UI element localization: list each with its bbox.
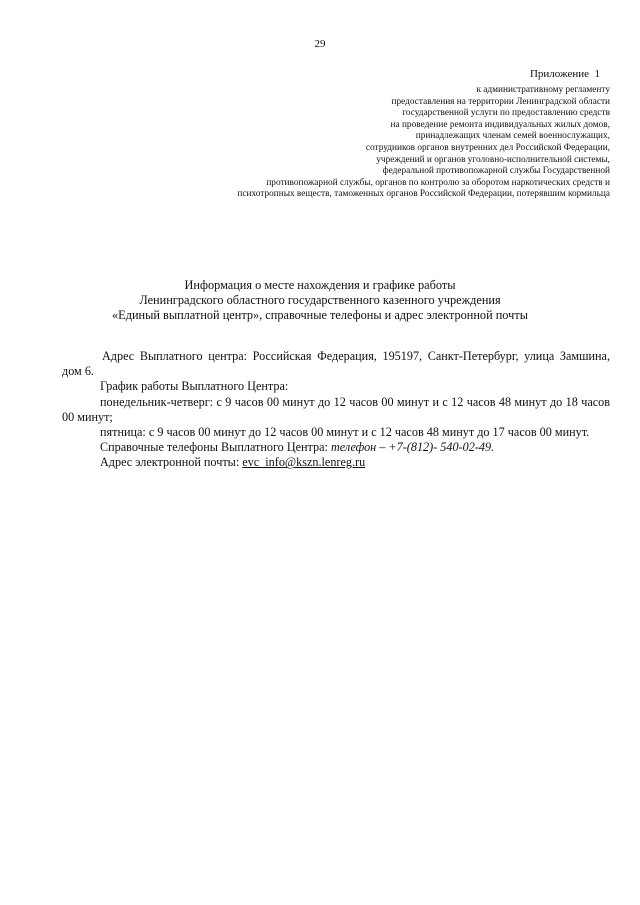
appendix-subtitle-line: принадлежащих членам семей военнослужащих,	[415, 131, 610, 142]
appendix-subtitle-line: учреждений и органов уголовно-исполнительной системы,	[376, 154, 610, 165]
schedule-fri: пятница: с 9 часов 00 минут до 12 часов 00 минут и с 12 часов 48 минут до 17 часов 00 минут.	[100, 425, 590, 440]
heading-line: Информация о месте нахождения и графике работы	[184, 278, 456, 292]
appendix-subtitle-line: предоставления на территории Ленинградской области	[391, 96, 610, 107]
email-label: Адрес электронной почты:	[100, 455, 243, 470]
appendix-title: Приложение 1	[529, 68, 600, 80]
appendix-subtitle-line: федеральной противопожарной службы Государственной	[382, 166, 610, 177]
appendix-subtitle-line: государственной услуги по предоставлению средств	[402, 108, 610, 119]
appendix-subtitle	[90, 85, 610, 201]
appendix-subtitle-line: к административному регламенту	[476, 85, 610, 95]
phones-label: Справочные телефоны Выплатного Центра:	[100, 440, 331, 455]
document-body	[62, 349, 610, 471]
schedule-title: График работы Выплатного Центра:	[100, 379, 289, 394]
appendix-subtitle-line: сотрудников органов внутренних дел Российской Федерации,	[365, 142, 610, 153]
page-number: 29	[314, 38, 326, 50]
heading-line: «Единый выплатной центр», справочные телефоны и адрес электронной почты	[112, 308, 528, 322]
phones-paragraph	[62, 440, 610, 455]
document-heading	[0, 278, 640, 323]
appendix-subtitle-line: на проведение ремонта индивидуальных жилых домов,	[390, 119, 610, 130]
address-paragraph: Адрес Выплатного центра: Российская Федерация, 195197, Санкт-Петербург, улица Замшина, дом 6.	[62, 349, 610, 379]
schedule-mon-thu: понедельник-четверг: с 9 часов 00 минут до 12 часов 00 минут и с 12 часов 48 минут до 18 часов 00 минут;	[62, 394, 610, 424]
appendix-subtitle-line: противопожарной службы, органов по контролю за оборотом наркотических средств и	[266, 177, 610, 188]
heading-line: Ленинградского областного государственного казенного учреждения	[139, 293, 501, 307]
appendix-subtitle-line: психотропных веществ, таможенных органов Российской Федерации, потерявшим кормильца	[237, 189, 610, 200]
email-paragraph	[62, 455, 610, 470]
phones-value: телефон – +7-(812)- 540-02-49.	[330, 440, 495, 455]
email-link[interactable]: evc_info@kszn.lenreg.ru	[242, 455, 366, 470]
